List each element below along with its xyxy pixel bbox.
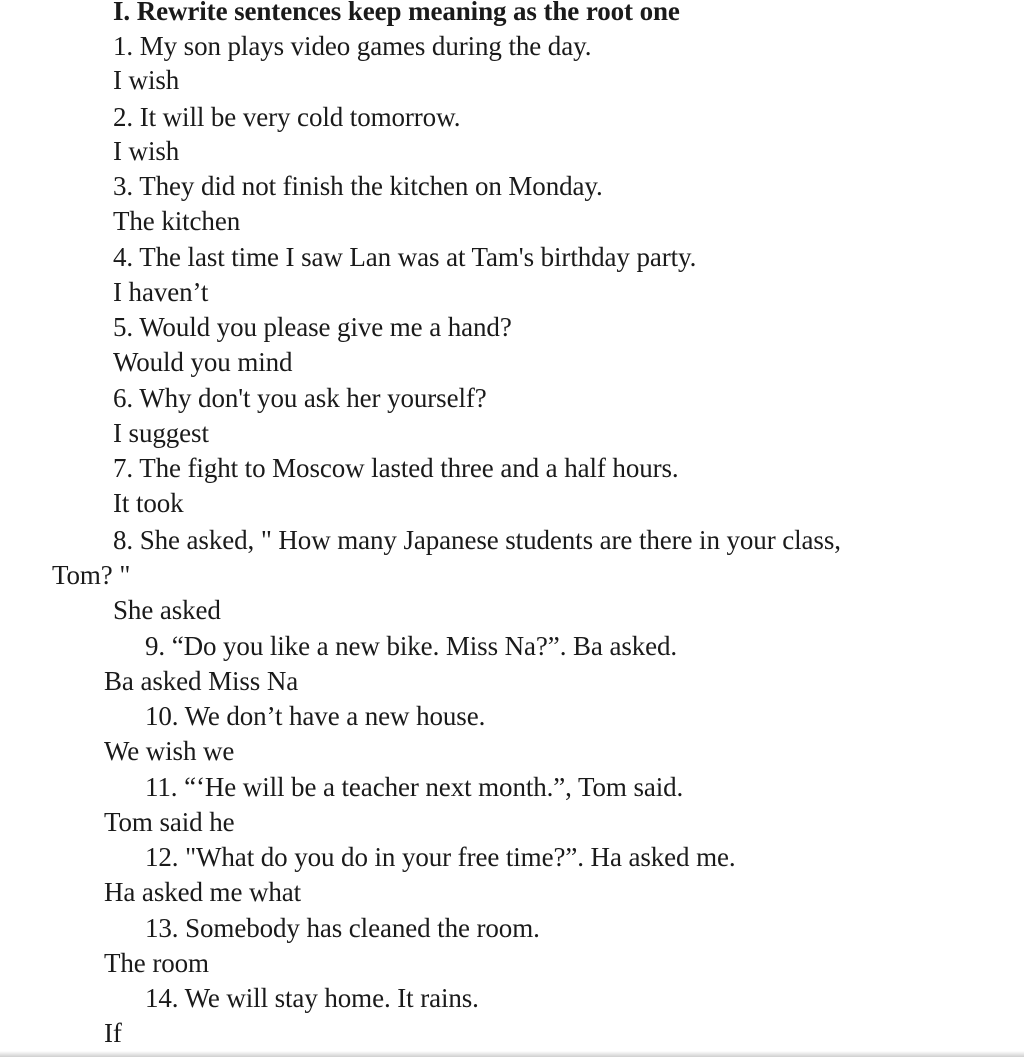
question-14: 14. We will stay home. It rains. xyxy=(145,983,479,1013)
answer-prompt-1: I wish xyxy=(113,65,180,95)
answer-prompt-2: I wish xyxy=(113,136,180,166)
question-5: 5. Would you please give me a hand? xyxy=(113,312,512,342)
answer-prompt-3: The kitchen xyxy=(113,206,241,236)
answer-prompt-4: I haven’t xyxy=(113,277,209,307)
question-1: 1. My son plays video games during the day. xyxy=(113,31,592,61)
question-2: 2. It will be very cold tomorrow. xyxy=(113,102,461,132)
question-12: 12. "What do you do in your free time?”. Ha asked me. xyxy=(145,842,736,872)
page-bottom-edge xyxy=(0,1051,1024,1057)
answer-prompt-11: Tom said he xyxy=(104,807,235,837)
answer-prompt-5: Would you mind xyxy=(113,347,293,377)
answer-prompt-14: If xyxy=(104,1018,122,1048)
answer-prompt-7: It took xyxy=(113,488,184,518)
question-9: 9. “Do you like a new bike. Miss Na?”. Ba asked. xyxy=(145,631,678,661)
question-8-continuation: Tom? " xyxy=(52,560,131,590)
question-3: 3. They did not finish the kitchen on Monday. xyxy=(113,171,603,201)
answer-prompt-10: We wish we xyxy=(104,736,235,766)
question-13: 13. Somebody has cleaned the room. xyxy=(145,913,540,943)
worksheet-title: I. Rewrite sentences keep meaning as the root one xyxy=(113,0,680,26)
question-11: 11. “‘He will be a teacher next month.”, Tom said. xyxy=(145,772,684,802)
question-8: 8. She asked, " How many Japanese students are there in your class, xyxy=(113,525,841,555)
answer-prompt-13: The room xyxy=(104,948,209,978)
question-7: 7. The fight to Moscow lasted three and a half hours. xyxy=(113,453,679,483)
answer-prompt-9: Ba asked Miss Na xyxy=(104,666,299,696)
answer-prompt-12: Ha asked me what xyxy=(104,877,302,907)
question-4: 4. The last time I saw Lan was at Tam's birthday party. xyxy=(113,242,697,272)
answer-prompt-6: I suggest xyxy=(113,418,209,448)
answer-prompt-8: She asked xyxy=(113,595,221,625)
question-10: 10. We don’t have a new house. xyxy=(145,701,486,731)
question-6: 6. Why don't you ask her yourself? xyxy=(113,383,487,413)
